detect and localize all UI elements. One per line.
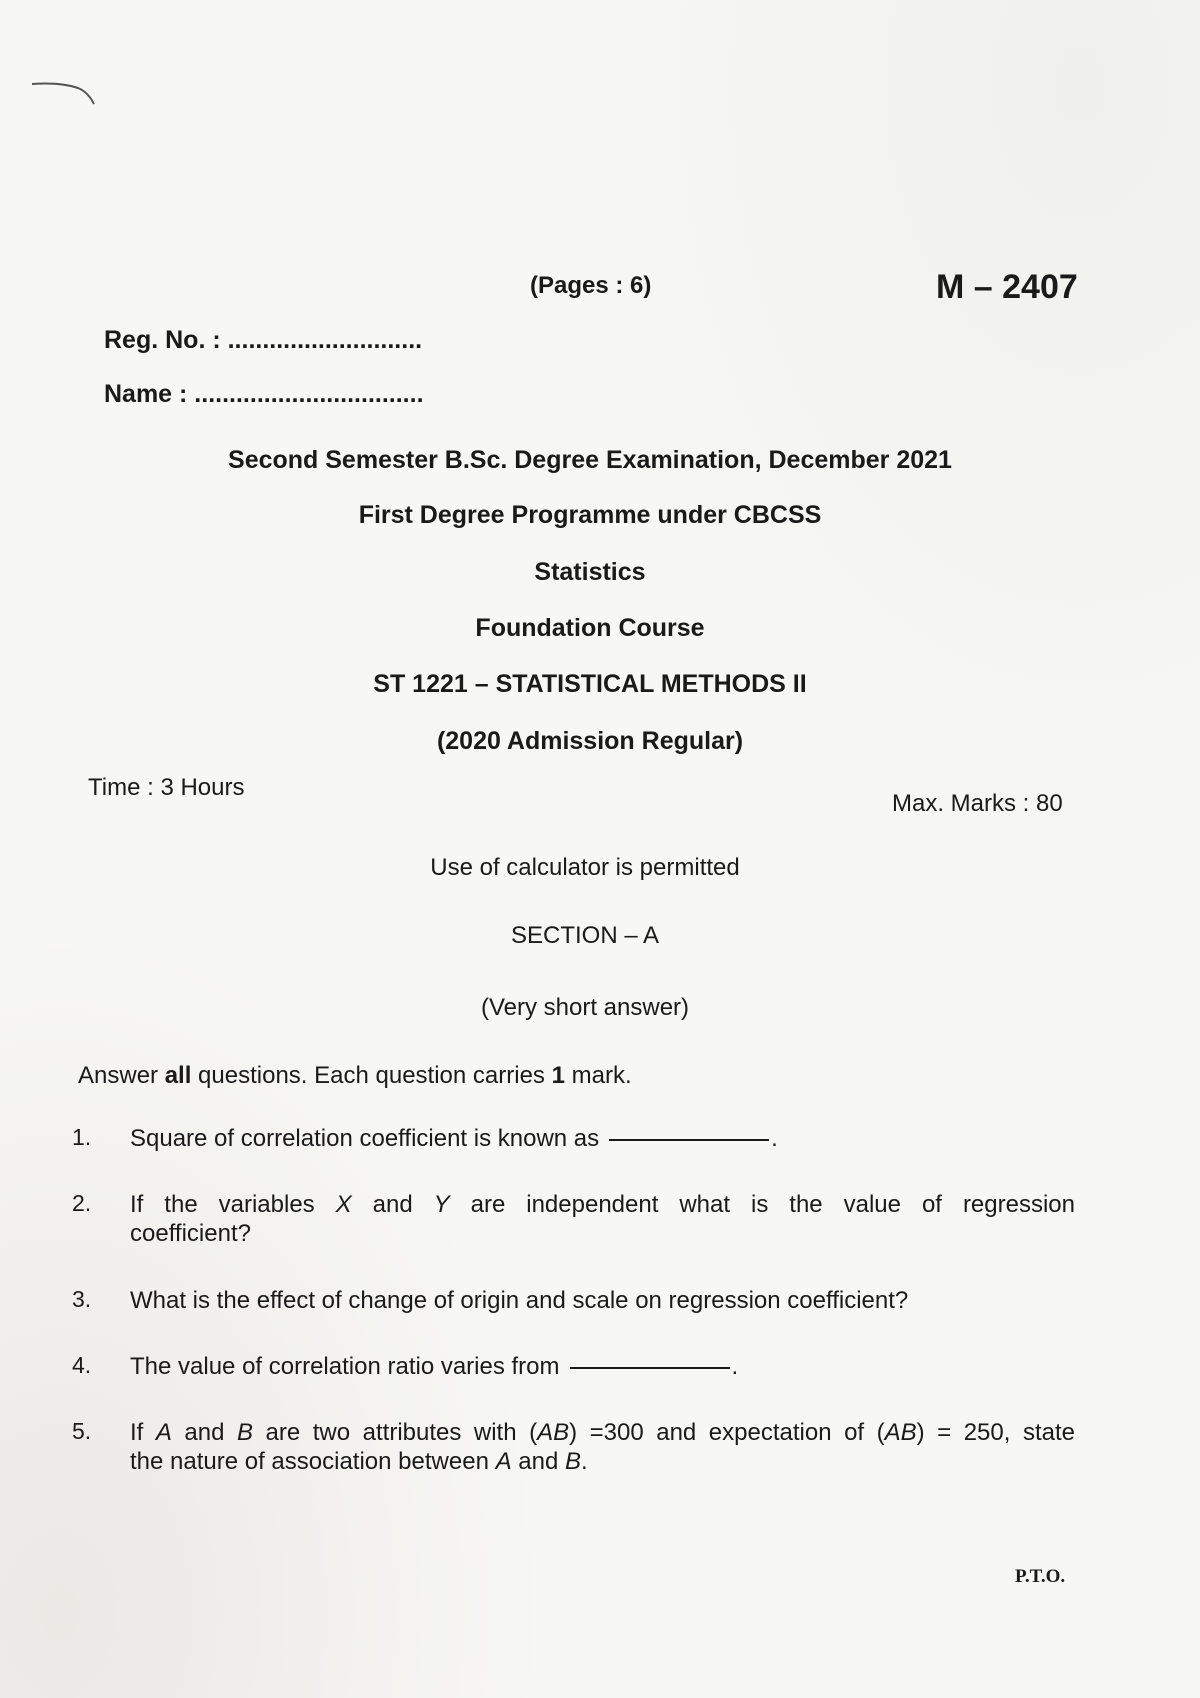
question-number: 5.	[72, 1418, 92, 1444]
question-text-part: and	[351, 1191, 434, 1218]
subject-title: Statistics	[534, 558, 646, 586]
question-text-part: are two attributes with (	[253, 1419, 538, 1446]
section-subtitle: (Very short answer)	[480, 994, 690, 1021]
question-text-part: .	[731, 1353, 739, 1380]
answer-blank	[609, 1139, 769, 1141]
question-text-part: If the variables	[130, 1191, 336, 1218]
section-instruction	[78, 1062, 632, 1090]
calculator-note: Use of calculator is permitted	[430, 854, 740, 881]
instruction-text: Answer	[78, 1062, 165, 1089]
question-text-part: The value of correlation ratio varies from	[130, 1353, 560, 1380]
question-text	[130, 1124, 1075, 1153]
section-heading: SECTION – A	[510, 922, 660, 949]
question-text-line-1	[130, 1190, 1075, 1219]
attribute-b: B	[237, 1419, 254, 1446]
instruction-one: 1	[551, 1062, 565, 1089]
question-number: 2.	[72, 1190, 92, 1216]
time-allowed: Time : 3 Hours	[88, 774, 245, 801]
course-title: ST 1221 – STATISTICAL METHODS II	[373, 670, 807, 698]
question-text-part: If	[130, 1419, 156, 1446]
question-text-part: ) = 250, state	[916, 1419, 1075, 1446]
question-text-line-2: coefficient?	[130, 1220, 251, 1247]
question-text: What is the effect of change of origin and scale on regression coefficient?	[130, 1287, 909, 1314]
question-text-part: Square of correlation coefficient is known as	[130, 1125, 600, 1152]
question-text-part: and	[511, 1448, 565, 1475]
please-turn-over: P.T.O.	[1015, 1566, 1066, 1587]
attribute-b: B	[564, 1448, 581, 1475]
pen-mark	[30, 78, 100, 108]
paper-code: M – 2407	[936, 268, 1078, 306]
instruction-text: questions. Each question carries	[191, 1062, 552, 1089]
attribute-a: A	[495, 1448, 512, 1475]
attribute-a: A	[155, 1419, 172, 1446]
variable-x: X	[335, 1191, 352, 1218]
variable-y: Y	[433, 1191, 450, 1218]
attribute-ab: AB	[884, 1419, 917, 1446]
question-text-part: and	[171, 1419, 237, 1446]
question-text-part: the nature of association between	[130, 1448, 496, 1475]
page-count: (Pages : 6)	[530, 272, 652, 299]
programme-title: First Degree Programme under CBCSS	[358, 501, 822, 529]
question-number: 4.	[72, 1352, 92, 1378]
question-number: 1.	[72, 1124, 92, 1150]
attribute-ab: AB	[537, 1419, 570, 1446]
question-text-line-1	[130, 1418, 1075, 1447]
max-marks: Max. Marks : 80	[892, 790, 1063, 817]
course-type: Foundation Course	[475, 614, 705, 642]
question-text-part: are independent what is the value of regression	[449, 1191, 1075, 1218]
reg-no-field: Reg. No. : ............................	[104, 326, 423, 354]
admission-title: (2020 Admission Regular)	[436, 727, 744, 755]
instruction-all: all	[164, 1062, 192, 1089]
question-text-part: .	[581, 1448, 588, 1475]
name-field: Name : .................................	[104, 380, 424, 408]
answer-blank	[570, 1367, 730, 1369]
question-text-part: .	[771, 1125, 778, 1152]
question-text-line-2	[130, 1447, 1075, 1476]
question-text	[130, 1352, 1075, 1381]
question-text-part: ) =300 and expectation of (	[569, 1419, 885, 1446]
question-number: 3.	[72, 1286, 92, 1312]
exam-title: Second Semester B.Sc. Degree Examination, December 2021	[228, 446, 952, 474]
instruction-text: mark.	[564, 1062, 632, 1089]
